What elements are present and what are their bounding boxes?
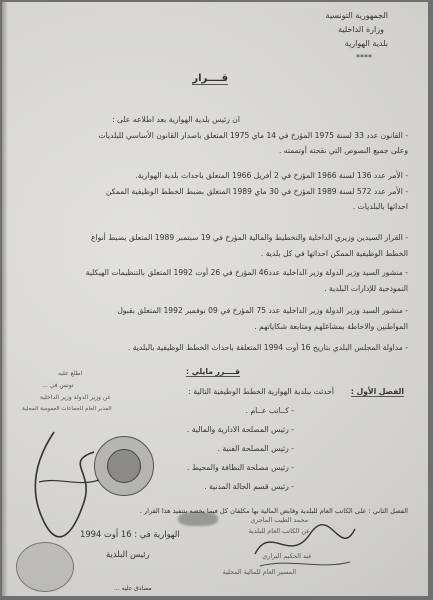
article1-text: أحدثت ببلدية الهوارية الخطط الوظيفية التالية : <box>188 387 334 396</box>
signature-title: رئيس البلدية <box>106 549 150 559</box>
stamp-text-line: تونس في ... <box>42 382 74 389</box>
recital-line: النموذجية للإدارات البلدية . <box>324 284 408 293</box>
stamp-text-line: المدير العام للجماعات العمومية المحلية <box>22 406 112 412</box>
recital-line: - الأمر عدد 136 لسنة 1966 المؤرخ في 2 أفريل 1966 المتعلق باحداث بلدية الهوارية. <box>135 171 408 180</box>
document-page <box>2 2 428 596</box>
recital-line: - منشور السيد وزير الدولة وزير الداخلية عدد 75 المؤرخ في 09 نوفمبر 1992 المتعلق بقبول <box>117 306 408 315</box>
recital-line: - القانون عدد 33 لسنة 1975 المؤرخ في 14 ماي 1975 المتعلق باصدار القانون الأساسي للبلديات <box>98 131 408 140</box>
stamp-text-line: اطلع عليه <box>58 370 83 377</box>
header-municipality: بلدية الهوارية <box>344 39 388 48</box>
recital-line: المواطنين والاحاطة بمشاغلهم ومتابعة شكاياتهم . <box>254 322 408 331</box>
bottom-seal <box>16 542 74 592</box>
recital-line: - مداولة المجلس البلدي بتاريخ 16 أوت 1994 المتعلقة باحداث الخطط الوظيفية بالبلدية . <box>127 343 408 352</box>
ink-smudge <box>178 512 218 526</box>
decision-heading: قــــرر مايلي : <box>186 367 240 376</box>
position-item: - رئيس المصلحة الادارية والمالية . <box>186 425 294 434</box>
recital-line: - منشور السيد وزير الدولة وزير الداخلية عدد46 المؤرخ في 26 أوت 1992 المتعلق بالتنظيمات الهيكلية <box>85 268 408 277</box>
date-line: الهوارية في : 16 أوت 1994 <box>80 529 180 539</box>
stamp-text-line: عن الكاتب العام للبلدية <box>248 527 310 535</box>
recital-line: الخطط الوظيفية الممكن احداثها في كل بلدية . <box>260 249 408 258</box>
intro-line: ان رئيس بلدية الهوارية بعد اطلاعه على : <box>112 115 240 124</box>
stamp-text-line: المسير العام للمالية المحلية <box>222 568 296 576</box>
stamp-text-line: عبد الحكيم البراري <box>262 552 312 560</box>
position-item: - رئيس قسم الحالة المدنية . <box>204 482 294 491</box>
position-item: - رئيس مصلحة النظافة والمحيط . <box>187 463 294 472</box>
article1-label: الفصل الأول : <box>350 387 404 396</box>
stamp-text-line: محمد الطيب الماجري <box>250 516 308 524</box>
recital-line: احداثها بالبلديات . <box>352 202 408 211</box>
header-republic: الجمهورية التونسية <box>325 11 388 20</box>
scan-edge-shadow <box>2 2 8 596</box>
position-item: - رئيس المصلحة الفنية . <box>217 444 294 453</box>
header-ministry: وزارة الداخلية <box>338 25 384 34</box>
recital-line: - الأمر عدد 572 لسنة 1989 المؤرخ في 30 ماي 1989 المتعلق بضبط الخطط الوظيفية الممكن <box>105 187 408 196</box>
stamp-text-line: عن وزير الدولة وزير الداخلية <box>40 394 111 401</box>
bottom-note: مصادق عليه ... <box>114 585 152 592</box>
header-stars: **** <box>356 53 372 62</box>
signature-scribble-left <box>24 422 114 542</box>
position-item: - كــاتب عــام . <box>245 406 294 415</box>
article2-text: الفصل الثاني : على الكاتب العام للبلدية وقابض المالية بها مكلفان كل فيما يخصه بتنفيذ هذا القرار . <box>139 507 408 515</box>
recital-line: - القرار السيدين وزيري الداخلية والتخطيط والمالية المؤرخ في 19 سبتمبر 1989 المتعلق بضبط أنواع <box>91 233 408 242</box>
document-title: قــــرار <box>192 73 228 84</box>
signature-scribble-right <box>250 514 360 574</box>
recital-line: وعلى جميع النصوص التي نقحته أوتممته . <box>278 146 408 155</box>
